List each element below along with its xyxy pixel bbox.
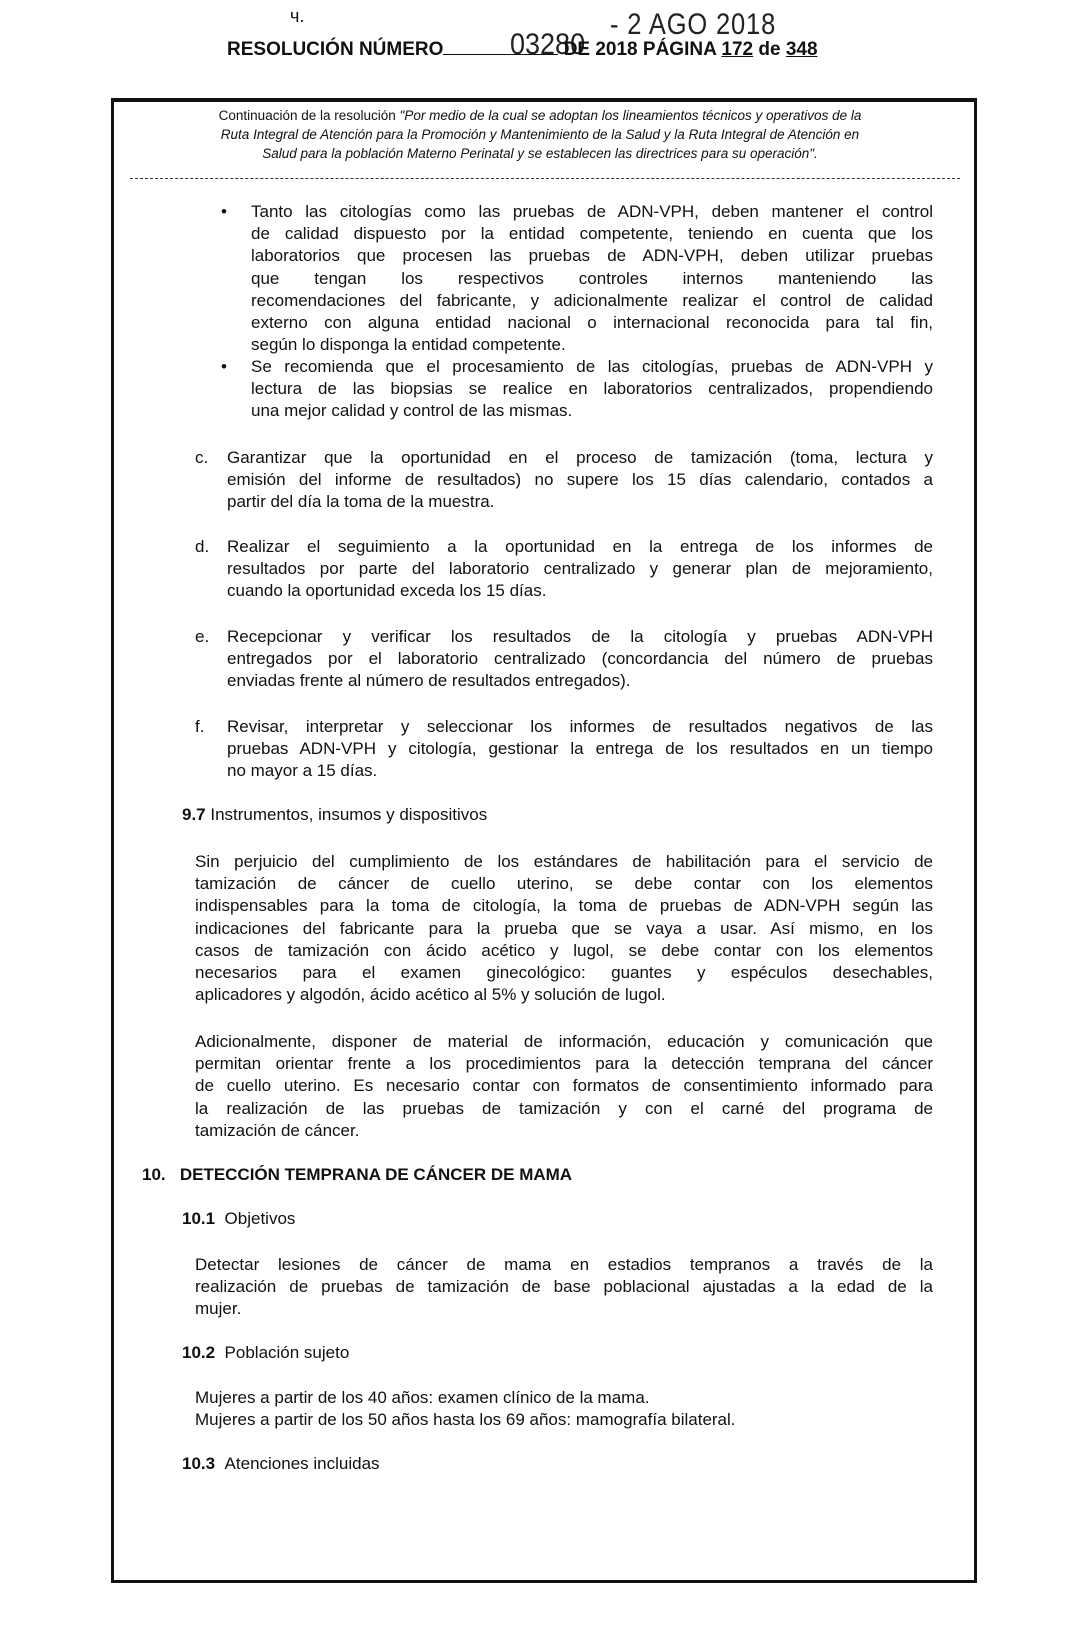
text-line: Adicionalmente, disponer de material de información, educación y comunicación que — [195, 1032, 933, 1051]
header-middle: DE 2018 PÁGINA — [563, 39, 717, 60]
section-10-1-heading: 10.1 Objetivos — [182, 1209, 296, 1228]
text-line: enviadas frente al número de resultados entregados). — [227, 671, 631, 691]
text-line: según lo disponga la entidad competente. — [251, 335, 566, 355]
text-line: casos de tamización con ácido acético y lugol, se debe contar con los elementos — [195, 940, 933, 960]
text-line: partir del día la toma de la muestra. — [227, 492, 495, 512]
header-prefix: RESOLUCIÓN NÚMERO — [227, 39, 444, 60]
text-line: Detectar lesiones de cáncer de mama en estadios tempranos a través de la — [195, 1255, 933, 1274]
paragraph-objectives — [195, 1254, 933, 1321]
bullet-item — [221, 356, 933, 423]
bullet-icon: • — [221, 202, 227, 221]
text-line: pruebas ADN-VPH y citología, gestionar la entrega de los resultados en un tiempo — [227, 739, 933, 759]
paragraph-additional — [195, 1031, 933, 1142]
stamp-mark: ч. — [290, 6, 305, 26]
continuation-line-3: Salud para la población Materno Perinatal y se establecen las directrices para su operación". — [262, 146, 818, 161]
continuation-note — [130, 106, 950, 163]
bullet-icon: • — [221, 357, 227, 376]
text-line: permitan orientar frente a los procedimientos para la detección temprana del cáncer — [195, 1054, 933, 1074]
text-line: lectura de las biopsias se realice en laboratorios centralizados, propendiendo — [251, 379, 933, 399]
text-line: Garantizar que la oportunidad en el proceso de tamización (toma, lectura y — [227, 448, 933, 467]
text-line: tamización de cáncer. — [195, 1120, 360, 1140]
text-line: mujer. — [195, 1299, 242, 1319]
paragraph-population — [195, 1387, 933, 1431]
text-line: Recepcionar y verificar los resultados de la citología y pruebas ADN-VPH — [227, 627, 933, 646]
text-line: Sin perjuicio del cumplimiento de los estándares de habilitación para el servicio de — [195, 852, 933, 871]
page-of: de — [758, 39, 781, 60]
text-line: emisión del informe de resultados) no supere los 15 días calendario, contados a — [227, 470, 933, 490]
text-line: que tengan los respectivos controles internos manteniendo las — [251, 268, 933, 288]
number-blank — [443, 38, 558, 55]
paragraph-instruments — [195, 851, 933, 1006]
text-line: tamización de cáncer de cuello uterino, se debe contar con los elementos — [195, 874, 933, 894]
text-line: resultados por parte del laboratorio centralizado y generar plan de mejoramiento, — [227, 559, 933, 579]
item-label: c. — [195, 448, 209, 467]
resolution-header — [227, 38, 818, 61]
text-line: aplicadores y algodón, ácido acético al 5% y solución de lugol. — [195, 985, 666, 1005]
text-line: Realizar el seguimiento a la oportunidad en la entrega de los informes de — [227, 537, 933, 556]
text-line: de cuello uterino. Es necesario contar con formatos de consentimiento informado para — [195, 1076, 933, 1096]
text-line: indispensables para la toma de citología, la toma de pruebas de ADN-VPH según las — [195, 896, 933, 916]
text-line: entregados por el laboratorio centralizado (concordancia del número de pruebas — [227, 649, 933, 669]
text-line: Tanto las citologías como las pruebas de ADN-VPH, deben mantener el control — [251, 202, 933, 221]
continuation-line-1: "Por medio de la cual se adoptan los lineamientos técnicos y operativos de la — [399, 108, 862, 123]
section-10-3-heading: 10.3 Atenciones incluidas — [182, 1454, 380, 1473]
dashed-divider — [130, 178, 960, 179]
resolution-number-stamp: 03280 — [510, 28, 586, 61]
text-line: de calidad dispuesto por la entidad competente, teniendo en cuenta que los — [251, 224, 933, 244]
text-line: laboratorios que procesen las pruebas de ADN-VPH, deben utilizar pruebas — [251, 246, 933, 266]
text-line: realización de pruebas de tamización de base poblacional ajustadas a la edad de la — [195, 1277, 933, 1297]
list-item — [195, 447, 933, 514]
section-10-2-heading: 10.2 Población sujeto — [182, 1343, 350, 1362]
continuation-line-2: Ruta Integral de Atención para la Promoción y Mantenimiento de la Salud y la Ruta Integral de Atención en — [220, 127, 860, 142]
text-line: recomendaciones del fabricante, y adicionalmente realizar el control de calidad — [251, 290, 933, 310]
text-line: necesarios para el examen ginecológico: guantes y espéculos desechables, — [195, 963, 933, 983]
item-label: f. — [195, 717, 205, 736]
text-line: Se recomienda que el procesamiento de las citologías, pruebas de ADN-VPH y — [251, 357, 933, 376]
page-total: 348 — [785, 39, 818, 60]
bullet-item — [221, 201, 933, 356]
text-line: cuando la oportunidad exceda los 15 días. — [227, 581, 547, 601]
date-stamp: - 2 AGO 2018 — [610, 8, 777, 41]
section-10-heading: 10. DETECCIÓN TEMPRANA DE CÁNCER DE MAMA — [142, 1165, 573, 1184]
item-label: e. — [195, 627, 210, 646]
section-9-7-heading: 9.7 Instrumentos, insumos y dispositivos — [182, 805, 488, 824]
list-item — [195, 626, 933, 693]
text-line: no mayor a 15 días. — [227, 761, 378, 781]
text-line: una mejor calidad y control de las mismas. — [251, 401, 573, 421]
text-line: Revisar, interpretar y seleccionar los informes de resultados negativos de las — [227, 717, 933, 736]
list-item — [195, 716, 933, 783]
text-line: indicaciones del fabricante para la prueba que se vaya a usar. Así mismo, en los — [195, 918, 933, 938]
text-line: Mujeres a partir de los 50 años hasta los 69 años: mamografía bilateral. — [195, 1410, 736, 1430]
text-line: Mujeres a partir de los 40 años: examen clínico de la mama. — [195, 1388, 650, 1407]
item-label: d. — [195, 537, 210, 556]
page-number: 172 — [721, 39, 754, 60]
continuation-intro: Continuación de la resolución — [218, 108, 400, 123]
list-item — [195, 536, 933, 603]
text-line: la realización de las pruebas de tamización y con el carné del programa de — [195, 1098, 933, 1118]
text-line: externo con alguna entidad nacional o internacional reconocida para tal fin, — [251, 313, 933, 333]
